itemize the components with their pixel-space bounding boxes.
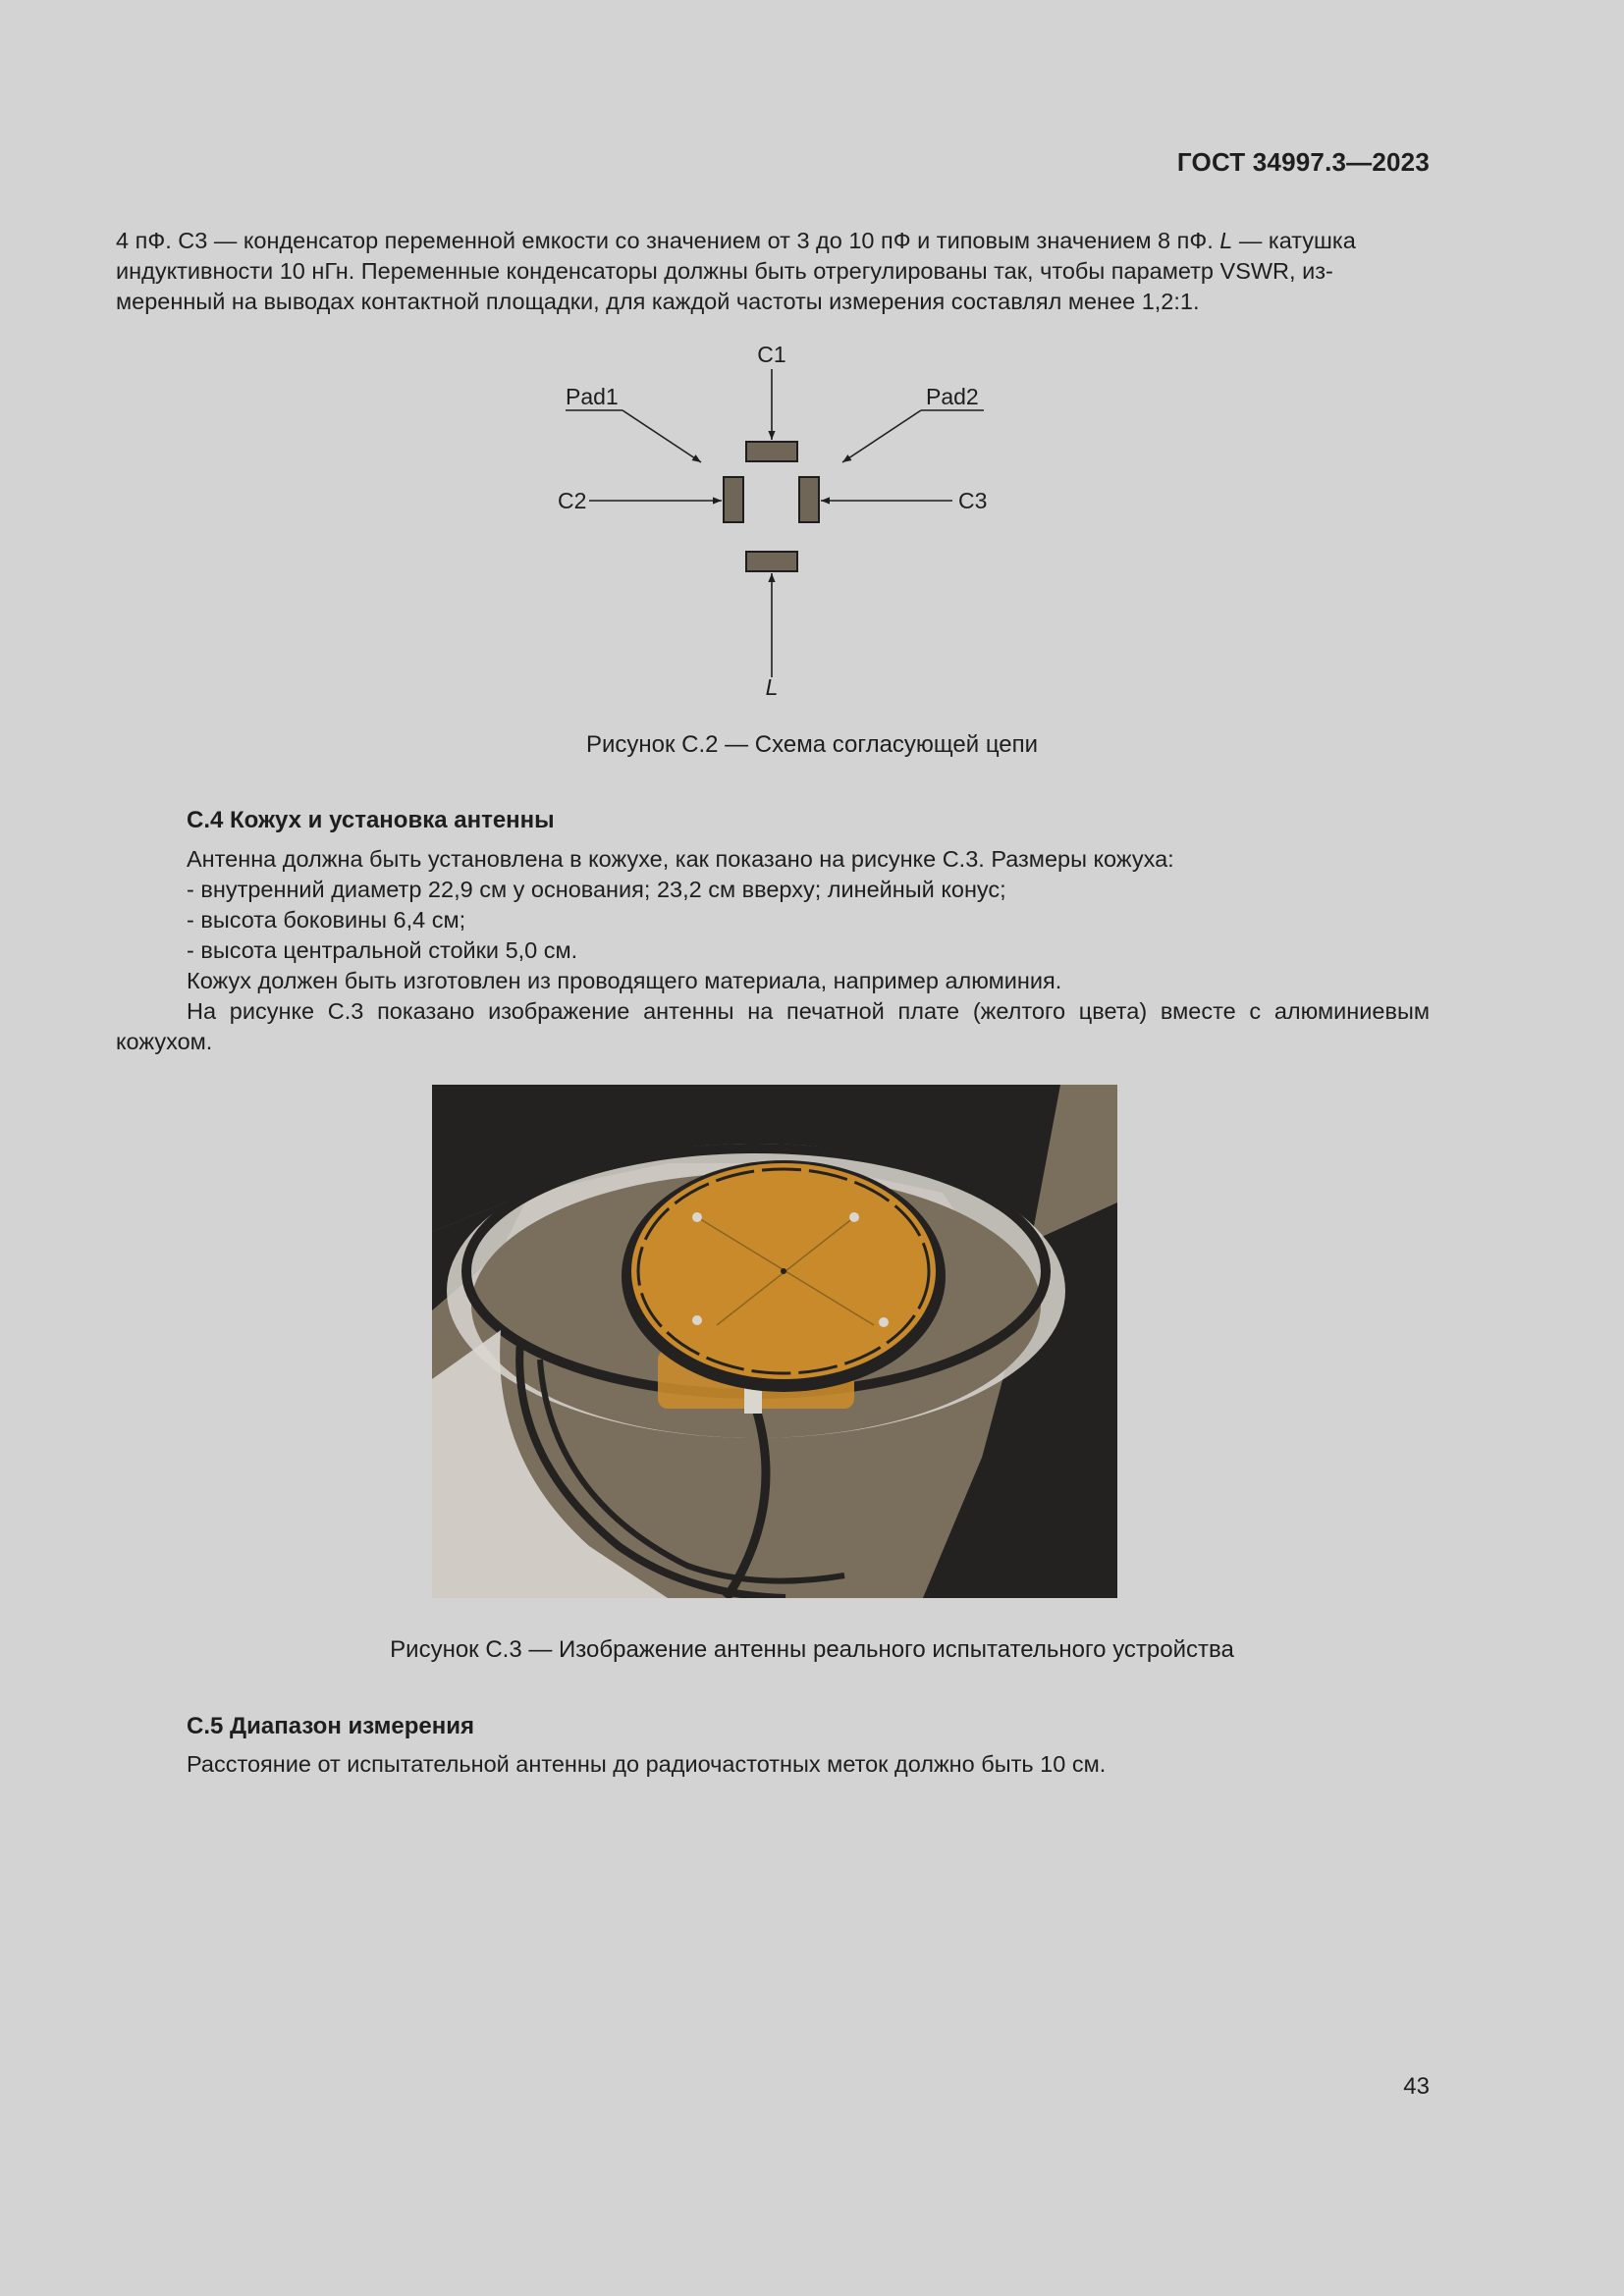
intro-line-3: меренный на выводах контактной площадки, для каждой частоты измерения составлял менее 1,2:1. (116, 289, 1200, 314)
label-c3: C3 (958, 488, 988, 513)
section-c4-paragraph-1: Антенна должна быть установлена в кожухе, как показано на рисунке С.3. Размеры кожуха: (187, 846, 1174, 872)
pad2-leader (842, 410, 921, 462)
pad1-leader (623, 410, 701, 462)
pad2-element (799, 477, 819, 522)
intro-line-2: индуктивности 10 нГн. Переменные конденсаторы должны быть отрегулированы так, чтобы параметр VSWR, из- (116, 258, 1333, 284)
page-number: 43 (1403, 2073, 1430, 2100)
label-c1: C1 (757, 342, 786, 367)
label-l: L (765, 674, 779, 700)
pad1-element (724, 477, 743, 522)
figure-c2-caption: Рисунок С.2 — Схема согласующей цепи (585, 731, 1039, 758)
section-c4-paragraph-3: На рисунке С.3 показано изображение антенны на печатной плате (желтого цвета) вместе с алюминиевым кожухом. (116, 998, 1430, 1054)
matching-circuit-diagram (530, 334, 1041, 707)
intro-line-1: 4 пФ. С3 — конденсатор переменной емкости со значением от 3 до 10 пФ и типовым значением 8 пФ. L — катушка (116, 228, 1356, 253)
inductor-symbol: L (1219, 228, 1233, 253)
document-id-header: ГОСТ 34997.3—2023 (1176, 147, 1430, 177)
list-item: - высота боковины 6,4 см; (187, 907, 466, 933)
antenna-photo (432, 1085, 1117, 1598)
label-pad1: Pad1 (566, 384, 619, 409)
antenna-photo-illustration (432, 1085, 1117, 1598)
capacitor-c1 (746, 442, 797, 461)
section-c5-paragraph: Расстояние от испытательной антенны до радиочастотных меток должно быть 10 см. (187, 1751, 1107, 1777)
intro-paragraph (116, 226, 1430, 317)
section-c4-body (187, 844, 1430, 996)
figure-c3-caption: Рисунок С.3 — Изображение антенны реального испытательного устройства (390, 1636, 1234, 1663)
section-c5-heading: С.5 Диапазон измерения (187, 1713, 474, 1739)
inductor-l (746, 552, 797, 571)
label-c2: C2 (558, 488, 587, 513)
section-c4-paragraph-2: Кожух должен быть изготовлен из проводящего материала, например алюминия. (187, 968, 1062, 993)
list-item: - высота центральной стойки 5,0 см. (187, 937, 578, 963)
list-item: - внутренний диаметр 22,9 см у основания; 23,2 см вверху; линейный конус; (187, 877, 1006, 902)
section-c4-heading: С.4 Кожух и установка антенны (187, 807, 555, 833)
label-pad2: Pad2 (926, 384, 979, 409)
